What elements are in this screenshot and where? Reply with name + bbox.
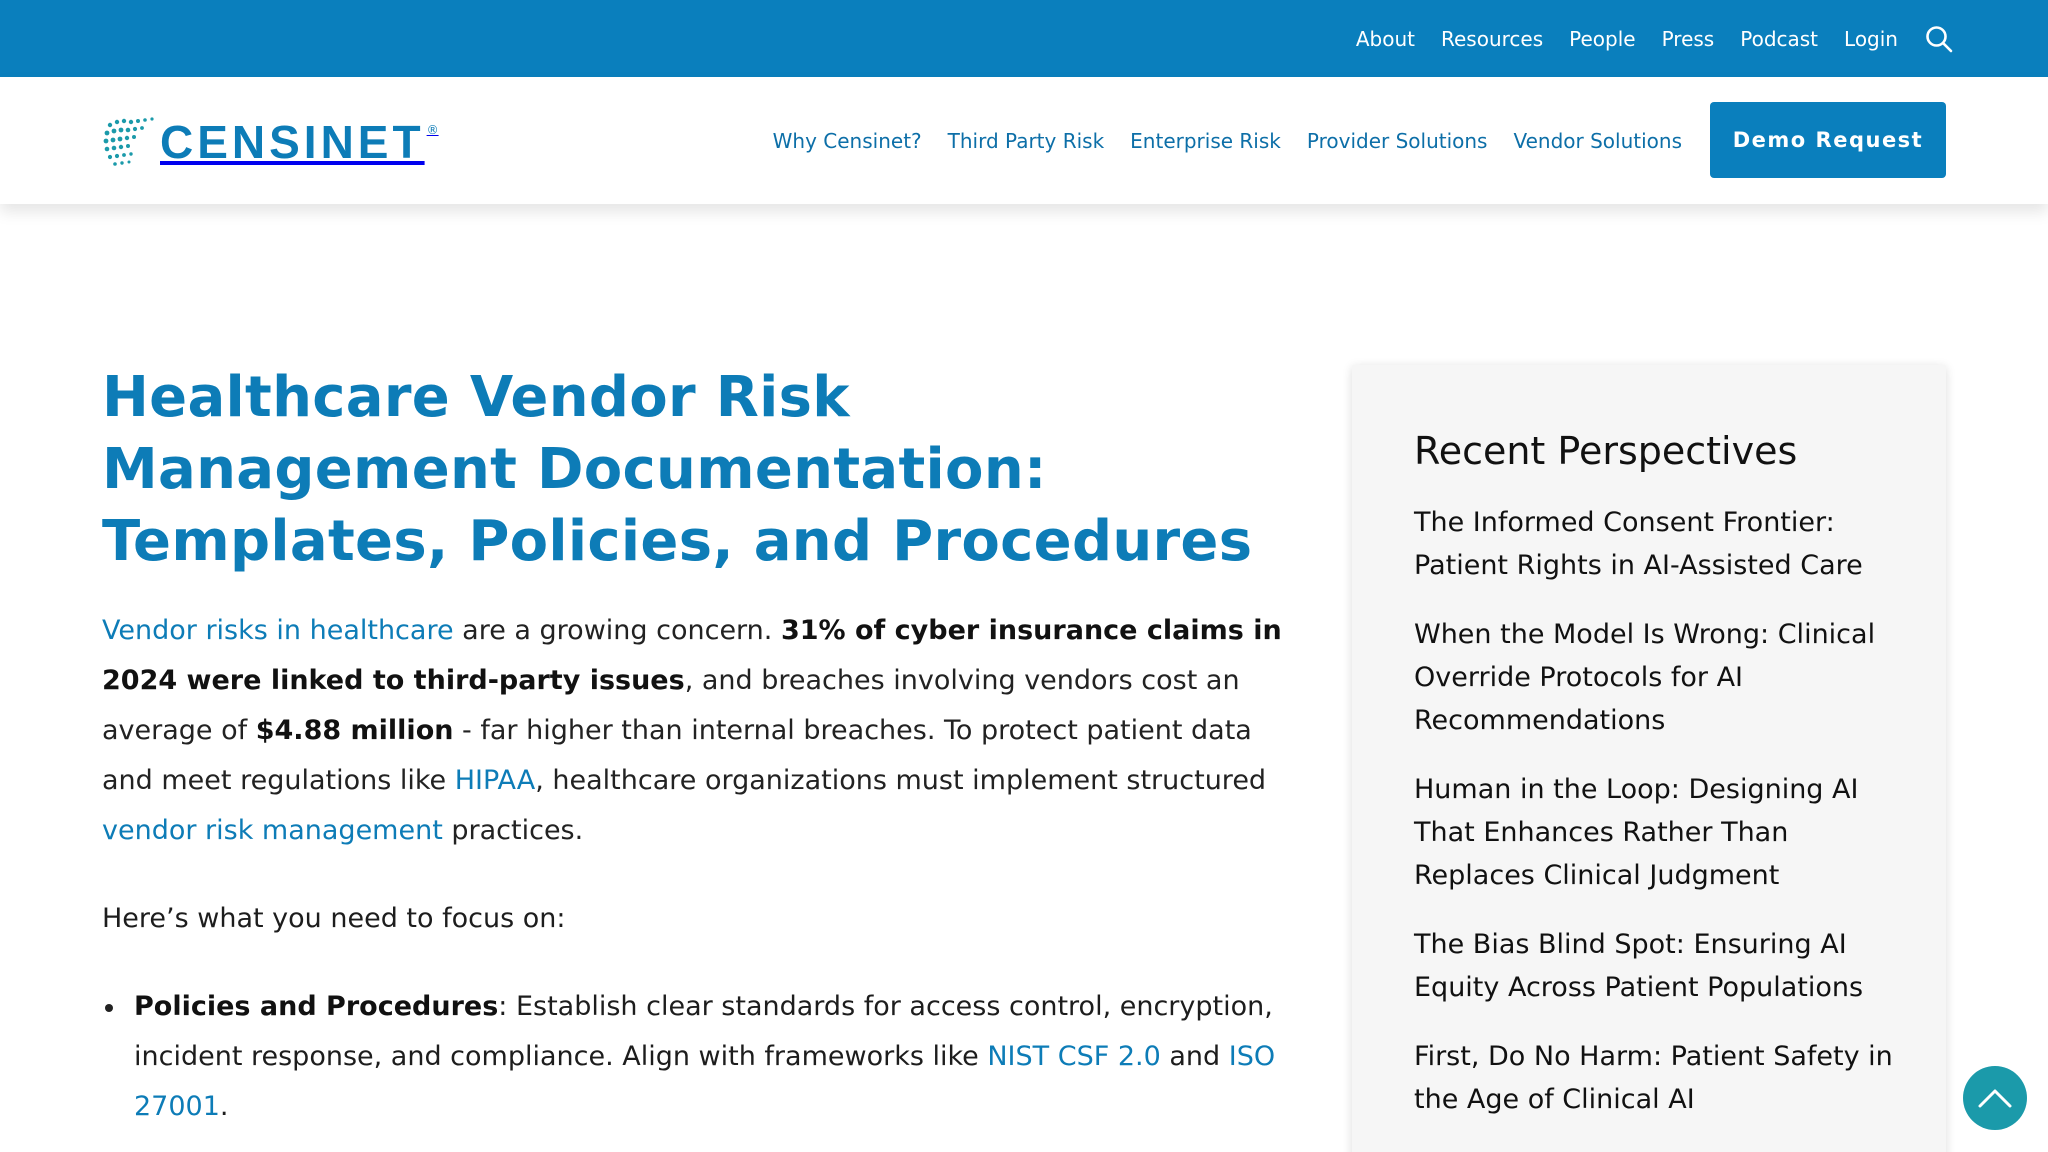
link-hipaa[interactable]: HIPAA <box>454 765 536 796</box>
utility-link-press[interactable]: Press <box>1661 26 1715 51</box>
sidebar-title: Recent Perspectives <box>1414 429 1798 473</box>
nav-vendor-solutions[interactable]: Vendor Solutions <box>1513 128 1682 153</box>
list-item <box>1414 923 1904 1009</box>
link-iso-27001[interactable]: ISO 27001 <box>134 1041 1276 1122</box>
intro-text-1: are a growing concern. <box>453 615 781 646</box>
utility-nav <box>1330 0 1954 77</box>
utility-link-podcast[interactable]: Podcast <box>1740 26 1819 51</box>
utility-link-resources[interactable]: Resources <box>1441 26 1544 51</box>
censinet-logo[interactable] <box>102 115 439 169</box>
focus-list <box>102 982 1302 1132</box>
nav-provider-solutions[interactable]: Provider Solutions <box>1306 128 1488 153</box>
perspectives-list <box>1414 501 1904 1147</box>
list-item <box>1414 1035 1904 1121</box>
intro-bold-stat-1: 31% of cyber insurance claims in 2024 were linked to third-party issues <box>102 615 1282 696</box>
logo-wordmark: CENSINET <box>160 116 425 168</box>
logo-registered-mark: ® <box>426 123 439 137</box>
intro-bold-stat-2: $4.88 million <box>255 715 454 746</box>
main-header <box>0 77 2048 204</box>
link-vendor-risk-management[interactable]: vendor risk management <box>102 815 443 846</box>
intro-text-4: , healthcare organizations must implement structured <box>535 765 1267 796</box>
list-item-text-1: : Establish clear standards for access control, encryption, incident response, and compliance. Align with frameworks like <box>134 991 1273 1072</box>
intro-text-2: , and breaches involving vendors cost an average of <box>102 665 1240 746</box>
back-to-top-button[interactable] <box>1963 1066 2027 1130</box>
logo-dots-icon <box>102 115 158 169</box>
nav-enterprise-risk[interactable]: Enterprise Risk <box>1130 128 1281 153</box>
main-nav <box>747 77 1682 204</box>
utility-link-login[interactable]: Login <box>1844 26 1898 51</box>
utility-link-about[interactable]: About <box>1355 26 1415 51</box>
perspective-link-3[interactable]: Human in the Loop: Designing AI That Enhances Rather Than Replaces Clinical Judgment <box>1414 774 1859 891</box>
list-item <box>102 982 1302 1132</box>
page-title: Healthcare Vendor Risk Management Documentation: Templates, Policies, and Procedures <box>102 365 1253 574</box>
intro-text-5: practices. <box>442 815 584 846</box>
nav-third-party-risk[interactable]: Third Party Risk <box>947 128 1105 153</box>
utility-link-people[interactable]: People <box>1569 26 1636 51</box>
top-utility-bar <box>0 0 2048 77</box>
nav-why-censinet[interactable]: Why Censinet? <box>772 128 922 153</box>
perspective-link-5[interactable]: First, Do No Harm: Patient Safety in the Age of Clinical AI <box>1414 1041 1893 1115</box>
list-item <box>1414 613 1904 742</box>
list-item <box>1414 501 1904 587</box>
list-item-text-2: and <box>1160 1041 1229 1072</box>
perspective-link-1[interactable]: The Informed Consent Frontier: Patient Rights in AI-Assisted Care <box>1414 507 1863 581</box>
perspective-link-4[interactable]: The Bias Blind Spot: Ensuring AI Equity Across Patient Populations <box>1414 929 1864 1003</box>
link-nist-csf[interactable]: NIST CSF 2.0 <box>987 1041 1161 1072</box>
focus-paragraph: Here’s what you need to focus on: <box>102 903 566 934</box>
intro-paragraph <box>102 606 1302 856</box>
list-item-heading: Policies and Procedures <box>134 991 499 1022</box>
recent-perspectives-sidebar <box>1352 365 1946 1152</box>
demo-request-button[interactable]: Demo Request <box>1710 102 1946 178</box>
article <box>102 362 1302 1132</box>
intro-text-3: - far higher than internal breaches. To protect patient data and meet regulations like <box>102 715 1252 796</box>
search-icon[interactable] <box>1924 24 1954 54</box>
link-vendor-risks-in-healthcare[interactable]: Vendor risks in healthcare <box>102 615 454 646</box>
list-item-text-3: . <box>219 1091 229 1122</box>
list-item <box>1414 768 1904 897</box>
chevron-up-icon <box>1977 1087 2013 1109</box>
perspective-link-2[interactable]: When the Model Is Wrong: Clinical Override Protocols for AI Recommendations <box>1414 619 1876 736</box>
